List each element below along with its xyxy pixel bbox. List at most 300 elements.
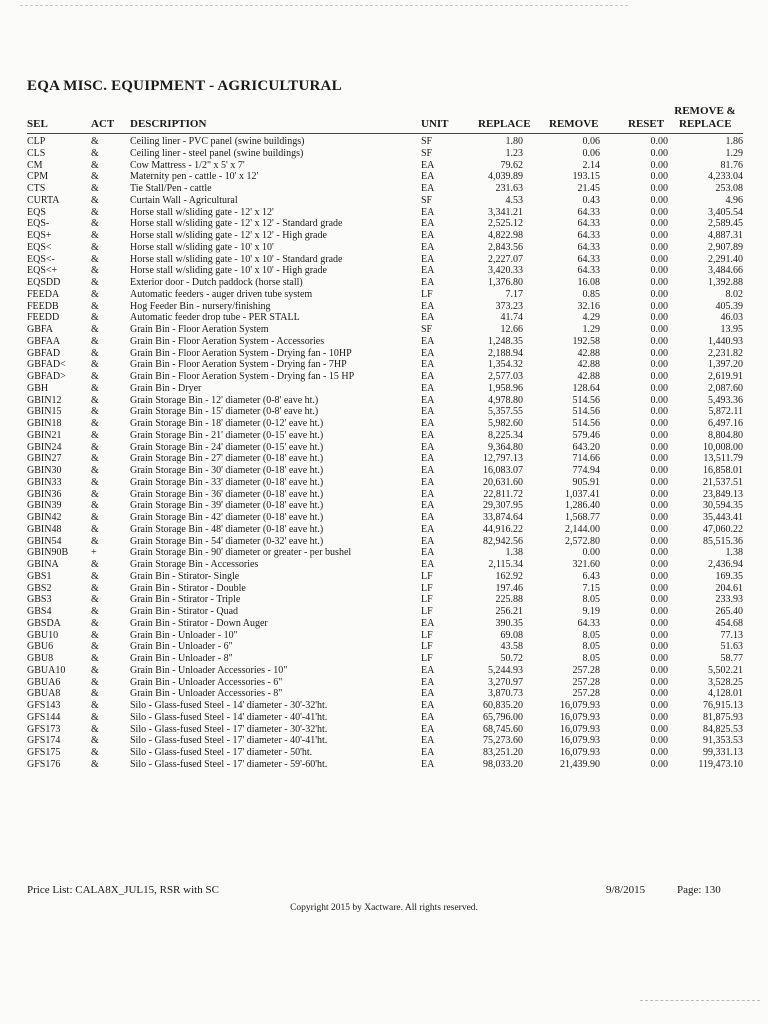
- table-row: [27, 583, 743, 595]
- remove-replace-cell: 23,849.13: [703, 488, 743, 500]
- replace-cell: 43.58: [500, 641, 523, 653]
- act-cell: &: [91, 300, 99, 312]
- act-cell: &: [91, 582, 99, 594]
- reset-cell: 0.00: [650, 582, 668, 594]
- reset-cell: 0.00: [650, 230, 668, 241]
- reset-cell: 0.00: [650, 147, 668, 159]
- remove-cell: 579.46: [572, 429, 600, 441]
- replace-cell: 2,227.07: [488, 253, 523, 265]
- act-cell: &: [91, 676, 99, 688]
- table-row: [27, 688, 743, 700]
- unit-cell: EA: [421, 206, 435, 218]
- unit-cell: LF: [421, 653, 433, 664]
- table-row: [27, 136, 743, 148]
- remove-cell: 64.33: [577, 253, 600, 265]
- col-replace: REPLACE: [478, 118, 531, 130]
- col-remove-replace: REPLACE: [679, 118, 732, 130]
- reset-cell: 0.00: [650, 512, 668, 523]
- remove-cell: 2,144.00: [565, 523, 600, 535]
- reset-cell: 0.00: [650, 265, 668, 277]
- replace-cell: 12,797.13: [483, 453, 523, 465]
- sel-cell: GBS4: [27, 606, 52, 617]
- table-row: [27, 547, 743, 559]
- sel-cell: GBFAD>: [27, 371, 66, 382]
- act-cell: &: [91, 488, 99, 500]
- reset-cell: 0.00: [650, 288, 668, 300]
- sel-cell: GBU8: [27, 653, 54, 664]
- act-cell: &: [91, 429, 99, 441]
- sel-cell: GBIN54: [27, 535, 62, 547]
- table-row: [27, 606, 743, 618]
- remove-replace-cell: 58.77: [720, 653, 743, 664]
- table-row: [27, 207, 743, 219]
- replace-cell: 82,942.56: [483, 535, 523, 547]
- act-cell: &: [91, 688, 99, 700]
- act-cell: &: [91, 512, 99, 523]
- act-cell: &: [91, 617, 99, 629]
- act-cell: &: [91, 382, 99, 394]
- reset-cell: 0.00: [650, 418, 668, 429]
- replace-cell: 60,835.20: [483, 700, 523, 711]
- reset-cell: 0.00: [650, 136, 668, 147]
- reset-cell: 0.00: [650, 171, 668, 183]
- remove-replace-cell: 253.08: [715, 183, 743, 194]
- table-row: [27, 277, 743, 289]
- description-cell: Grain Storage Bin - Accessories: [130, 559, 259, 570]
- sel-cell: GFS143: [27, 700, 61, 711]
- sel-cell: GBIN90B: [27, 547, 69, 559]
- reset-cell: 0.00: [650, 747, 668, 758]
- table-row: [27, 594, 743, 606]
- reset-cell: 0.00: [650, 594, 668, 606]
- table-row: [27, 630, 743, 642]
- replace-cell: 4,978.80: [488, 394, 523, 406]
- description-cell: Grain Bin - Stirator - Triple: [130, 594, 241, 606]
- act-cell: &: [91, 747, 99, 758]
- table-row: [27, 653, 743, 665]
- remove-replace-cell: 1.38: [725, 547, 743, 559]
- reset-cell: 0.00: [650, 711, 668, 723]
- sel-cell: GBIN21: [27, 429, 62, 441]
- sel-cell: GBIN48: [27, 523, 62, 535]
- unit-cell: EA: [421, 394, 435, 406]
- description-cell: Horse stall w/sliding gate - 10' x 10' - Standard grade: [130, 253, 343, 265]
- remove-cell: 0.85: [582, 288, 600, 300]
- sel-cell: GFS174: [27, 735, 61, 747]
- description-cell: Grain Bin - Unloader Accessories - 6": [130, 676, 283, 688]
- replace-cell: 373.23: [495, 300, 523, 312]
- description-cell: Grain Storage Bin - 18' diameter (0-12' eave ht.): [130, 418, 324, 429]
- sel-cell: GBS1: [27, 570, 52, 582]
- table-row: [27, 230, 743, 242]
- remove-cell: 714.66: [572, 453, 600, 465]
- unit-cell: EA: [421, 688, 435, 700]
- act-cell: &: [91, 288, 99, 300]
- reset-cell: 0.00: [650, 465, 668, 476]
- act-cell: &: [91, 465, 99, 476]
- sel-cell: GBINA: [27, 559, 59, 570]
- reset-cell: 0.00: [650, 253, 668, 265]
- table-row: [27, 641, 743, 653]
- remove-replace-cell: 119,473.10: [698, 758, 743, 770]
- table-row: [27, 312, 743, 324]
- replace-cell: 22,811.72: [483, 488, 523, 500]
- unit-cell: EA: [421, 312, 435, 324]
- unit-cell: EA: [421, 735, 435, 747]
- sel-cell: CPM: [27, 171, 49, 183]
- description-cell: Grain Bin - Unloader - 6": [130, 641, 233, 653]
- reset-cell: 0.00: [650, 723, 668, 735]
- unit-cell: EA: [421, 335, 435, 347]
- table-row: [27, 759, 743, 771]
- description-cell: Grain Storage Bin - 21' diameter (0-15' eave ht.): [130, 429, 324, 441]
- description-cell: Grain Storage Bin - 90' diameter or greater - per bushel: [130, 547, 352, 559]
- unit-cell: EA: [421, 547, 435, 559]
- sel-cell: FEEDA: [27, 288, 60, 300]
- unit-cell: LF: [421, 582, 433, 594]
- reset-cell: 0.00: [650, 676, 668, 688]
- description-cell: Automatic feeders - auger driven tube system: [130, 288, 313, 300]
- act-cell: &: [91, 394, 99, 406]
- remove-replace-cell: 3,405.54: [708, 206, 743, 218]
- table-row: [27, 183, 743, 195]
- replace-cell: 2,843.56: [488, 241, 523, 253]
- remove-replace-cell: 51.63: [720, 641, 743, 653]
- remove-replace-cell: 81.76: [720, 159, 743, 171]
- unit-cell: EA: [421, 559, 435, 570]
- remove-cell: 774.94: [572, 465, 600, 476]
- description-cell: Grain Storage Bin - 24' diameter (0-15' eave ht.): [130, 441, 324, 453]
- act-cell: &: [91, 629, 99, 641]
- act-cell: &: [91, 606, 99, 617]
- reset-cell: 0.00: [650, 653, 668, 664]
- act-cell: &: [91, 265, 99, 277]
- reset-cell: 0.00: [650, 700, 668, 711]
- page-title: EQA MISC. EQUIPMENT - AGRICULTURAL: [27, 78, 342, 94]
- reset-cell: 0.00: [650, 617, 668, 629]
- table-row: [27, 618, 743, 630]
- price-list-label: Price List: CALA8X_JUL15, RSR with SC: [27, 884, 219, 896]
- reset-cell: 0.00: [650, 335, 668, 347]
- remove-replace-cell: 5,872.11: [708, 406, 743, 418]
- table-row: [27, 700, 743, 712]
- unit-cell: EA: [421, 711, 435, 723]
- sel-cell: GBFAD<: [27, 359, 66, 371]
- act-cell: &: [91, 711, 99, 723]
- description-cell: Curtain Wall - Agricultural: [130, 194, 238, 206]
- table-row: [27, 160, 743, 172]
- unit-cell: EA: [421, 230, 435, 241]
- remove-cell: 8.05: [582, 594, 600, 606]
- act-cell: &: [91, 418, 99, 429]
- description-cell: Grain Storage Bin - 30' diameter (0-18' eave ht.): [130, 465, 324, 476]
- remove-cell: 905.91: [572, 476, 600, 488]
- act-cell: &: [91, 335, 99, 347]
- description-cell: Ceiling liner - steel panel (swine buildings): [130, 147, 304, 159]
- replace-cell: 3,870.73: [488, 688, 523, 700]
- remove-cell: 16,079.93: [560, 711, 600, 723]
- sel-cell: EQS<-: [27, 253, 55, 265]
- table-row: [27, 747, 743, 759]
- act-cell: &: [91, 230, 99, 241]
- sel-cell: GBIN33: [27, 476, 62, 488]
- scan-edge-dashes: [640, 1000, 760, 1001]
- reset-cell: 0.00: [650, 194, 668, 206]
- unit-cell: LF: [421, 606, 433, 617]
- remove-replace-cell: 47,060.22: [703, 523, 743, 535]
- replace-cell: 98,033.20: [483, 758, 523, 770]
- unit-cell: EA: [421, 171, 435, 183]
- remove-cell: 21,439.90: [560, 758, 600, 770]
- remove-replace-cell: 6,497.16: [708, 418, 743, 429]
- table-row: [27, 195, 743, 207]
- table-row: [27, 218, 743, 230]
- description-cell: Automatic feeder drop tube - PER STALL: [130, 312, 300, 324]
- description-cell: Grain Bin - Stirator - Quad: [130, 606, 239, 617]
- remove-cell: 16,079.93: [560, 735, 600, 747]
- remove-replace-cell: 99,331.13: [703, 747, 743, 758]
- remove-replace-cell: 1,397.20: [708, 359, 743, 371]
- table-row: [27, 348, 743, 360]
- act-cell: &: [91, 136, 99, 147]
- unit-cell: EA: [421, 300, 435, 312]
- reset-cell: 0.00: [650, 300, 668, 312]
- act-cell: &: [91, 653, 99, 664]
- description-cell: Horse stall w/sliding gate - 10' x 10': [130, 241, 274, 253]
- act-cell: &: [91, 371, 99, 382]
- remove-cell: 9.19: [582, 606, 600, 617]
- table-row: [27, 500, 743, 512]
- sel-cell: EQS<: [27, 241, 52, 253]
- unit-cell: EA: [421, 453, 435, 465]
- remove-replace-cell: 233.93: [715, 594, 743, 606]
- remove-cell: 193.15: [572, 171, 600, 183]
- unit-cell: EA: [421, 277, 435, 288]
- reset-cell: 0.00: [650, 606, 668, 617]
- reset-cell: 0.00: [650, 441, 668, 453]
- description-cell: Grain Bin - Floor Aeration System - Drying fan - 15 HP: [130, 371, 355, 382]
- remove-cell: 0.06: [582, 147, 600, 159]
- description-cell: Exterior door - Dutch paddock (horse stall): [130, 277, 303, 288]
- table-row: [27, 265, 743, 277]
- act-cell: &: [91, 641, 99, 653]
- sel-cell: GBU6: [27, 641, 54, 653]
- description-cell: Tie Stall/Pen - cattle: [130, 183, 212, 194]
- remove-replace-cell: 76,915.13: [703, 700, 743, 711]
- reset-cell: 0.00: [650, 241, 668, 253]
- act-cell: &: [91, 406, 99, 418]
- replace-cell: 2,525.12: [488, 218, 523, 230]
- table-row: [27, 559, 743, 571]
- sel-cell: GBUA10: [27, 664, 66, 676]
- sel-cell: EQS<+: [27, 265, 58, 277]
- act-cell: &: [91, 476, 99, 488]
- replace-cell: 2,577.03: [488, 371, 523, 382]
- unit-cell: EA: [421, 747, 435, 758]
- replace-cell: 7.17: [505, 288, 523, 300]
- reset-cell: 0.00: [650, 394, 668, 406]
- description-cell: Silo - Glass-fused Steel - 14' diameter - 40'-41'ht.: [130, 711, 328, 723]
- reset-cell: 0.00: [650, 371, 668, 382]
- remove-replace-cell: 204.61: [715, 582, 743, 594]
- sel-cell: GFS176: [27, 758, 61, 770]
- replace-cell: 9,364.80: [488, 441, 523, 453]
- sel-cell: FEEDB: [27, 300, 59, 312]
- act-cell: &: [91, 723, 99, 735]
- description-cell: Grain Bin - Stirator - Double: [130, 582, 246, 594]
- remove-cell: 16.08: [577, 277, 600, 288]
- table-row: [27, 712, 743, 724]
- table-row: [27, 677, 743, 689]
- sel-cell: CLS: [27, 147, 46, 159]
- reset-cell: 0.00: [650, 570, 668, 582]
- remove-cell: 643.20: [572, 441, 600, 453]
- description-cell: Grain Storage Bin - 54' diameter (0-32' eave ht.): [130, 535, 324, 547]
- unit-cell: EA: [421, 429, 435, 441]
- sel-cell: GBUA8: [27, 688, 61, 700]
- remove-replace-cell: 3,484.66: [708, 265, 743, 277]
- act-cell: &: [91, 735, 99, 747]
- remove-replace-cell: 2,231.82: [708, 347, 743, 359]
- remove-cell: 16,079.93: [560, 700, 600, 711]
- reset-cell: 0.00: [650, 183, 668, 194]
- act-cell: &: [91, 347, 99, 359]
- reset-cell: 0.00: [650, 359, 668, 371]
- remove-cell: 64.33: [577, 218, 600, 230]
- sel-cell: GBUA6: [27, 676, 61, 688]
- remove-replace-cell: 2,087.60: [708, 382, 743, 394]
- col-remove: REMOVE: [549, 118, 599, 130]
- reset-cell: 0.00: [650, 453, 668, 465]
- replace-cell: 12.66: [500, 324, 523, 335]
- remove-cell: 42.88: [577, 371, 600, 382]
- remove-replace-cell: 10,008.00: [703, 441, 743, 453]
- unit-cell: SF: [421, 324, 433, 335]
- unit-cell: LF: [421, 641, 433, 653]
- remove-replace-cell: 4,233.04: [708, 171, 743, 183]
- unit-cell: EA: [421, 347, 435, 359]
- remove-cell: 1.29: [582, 324, 600, 335]
- col-remove-replace-top: REMOVE &: [674, 105, 736, 117]
- remove-cell: 4.29: [582, 312, 600, 324]
- reset-cell: 0.00: [650, 312, 668, 324]
- remove-cell: 514.56: [572, 394, 600, 406]
- replace-cell: 50.72: [500, 653, 523, 664]
- description-cell: Grain Bin - Unloader Accessories - 8": [130, 688, 283, 700]
- sel-cell: EQSDD: [27, 277, 61, 288]
- table-row: [27, 735, 743, 747]
- replace-cell: 75,273.60: [483, 735, 523, 747]
- remove-replace-cell: 30,594.35: [703, 500, 743, 512]
- replace-cell: 16,083.07: [483, 465, 523, 476]
- unit-cell: EA: [421, 512, 435, 523]
- act-cell: &: [91, 664, 99, 676]
- remove-replace-cell: 91,353.53: [703, 735, 743, 747]
- replace-cell: 83,251.20: [483, 747, 523, 758]
- unit-cell: EA: [421, 500, 435, 512]
- remove-cell: 514.56: [572, 418, 600, 429]
- remove-replace-cell: 77.13: [720, 629, 743, 641]
- remove-replace-cell: 2,436.94: [708, 559, 743, 570]
- unit-cell: EA: [421, 265, 435, 277]
- remove-replace-cell: 13.95: [720, 324, 743, 335]
- table-row: [27, 536, 743, 548]
- table-row: [27, 665, 743, 677]
- unit-cell: EA: [421, 465, 435, 476]
- remove-replace-cell: 8,804.80: [708, 429, 743, 441]
- remove-cell: 8.05: [582, 653, 600, 664]
- col-act: ACT: [91, 118, 115, 130]
- sel-cell: GFS144: [27, 711, 61, 723]
- remove-cell: 7.15: [582, 582, 600, 594]
- description-cell: Hog Feeder Bin - nursery/finishing: [130, 300, 271, 312]
- table-row: [27, 148, 743, 160]
- unit-cell: SF: [421, 147, 433, 159]
- act-cell: &: [91, 500, 99, 512]
- unit-cell: EA: [421, 664, 435, 676]
- description-cell: Grain Bin - Stirator - Down Auger: [130, 617, 268, 629]
- replace-cell: 44,916.22: [483, 523, 523, 535]
- act-cell: &: [91, 594, 99, 606]
- description-cell: Grain Storage Bin - 42' diameter (0-18' eave ht.): [130, 512, 324, 523]
- table-row: [27, 453, 743, 465]
- sel-cell: GBIN18: [27, 418, 62, 429]
- replace-cell: 3,341.21: [488, 206, 523, 218]
- scan-edge-line: [20, 5, 628, 6]
- reset-cell: 0.00: [650, 559, 668, 570]
- unit-cell: EA: [421, 359, 435, 371]
- sel-cell: GBIN24: [27, 441, 62, 453]
- replace-cell: 79.62: [500, 159, 523, 171]
- remove-replace-cell: 4,887.31: [708, 230, 743, 241]
- remove-cell: 0.00: [582, 547, 600, 559]
- remove-replace-cell: 85,515.36: [703, 535, 743, 547]
- col-unit: UNIT: [421, 118, 449, 130]
- act-cell: &: [91, 559, 99, 570]
- act-cell: &: [91, 758, 99, 770]
- remove-replace-cell: 46.03: [720, 312, 743, 324]
- table-row: [27, 477, 743, 489]
- description-cell: Grain Bin - Floor Aeration System - Drying fan - 7HP: [130, 359, 347, 371]
- remove-cell: 192.58: [572, 335, 600, 347]
- sel-cell: GBU10: [27, 629, 59, 641]
- table-row: [27, 359, 743, 371]
- reset-cell: 0.00: [650, 688, 668, 700]
- table-row: [27, 289, 743, 301]
- act-cell: &: [91, 700, 99, 711]
- act-cell: &: [91, 359, 99, 371]
- remove-replace-cell: 1,392.88: [708, 277, 743, 288]
- reset-cell: 0.00: [650, 488, 668, 500]
- unit-cell: EA: [421, 476, 435, 488]
- remove-cell: 514.56: [572, 406, 600, 418]
- reset-cell: 0.00: [650, 535, 668, 547]
- replace-cell: 1,958.96: [488, 382, 523, 394]
- remove-replace-cell: 8.02: [725, 288, 743, 300]
- table-row: [27, 524, 743, 536]
- remove-cell: 64.33: [577, 241, 600, 253]
- unit-cell: EA: [421, 241, 435, 253]
- col-sel: SEL: [27, 118, 48, 130]
- reset-cell: 0.00: [650, 382, 668, 394]
- reset-cell: 0.00: [650, 523, 668, 535]
- act-cell: &: [91, 277, 99, 288]
- replace-cell: 231.63: [495, 183, 523, 194]
- table-row: [27, 512, 743, 524]
- reset-cell: 0.00: [650, 206, 668, 218]
- remove-replace-cell: 2,291.40: [708, 253, 743, 265]
- reset-cell: 0.00: [650, 159, 668, 171]
